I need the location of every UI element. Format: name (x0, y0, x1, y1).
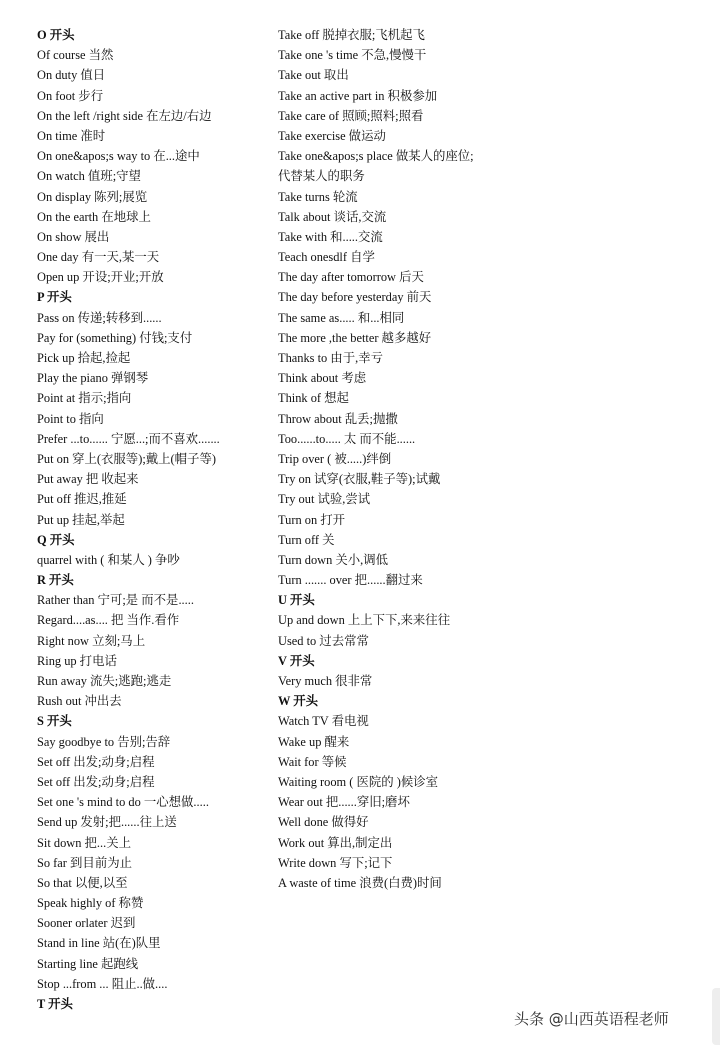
phrase-entry: The day after tomorrow 后天 (278, 270, 424, 285)
phrase-entry: Take off 脱掉衣服;飞机起飞 (278, 28, 425, 42)
phrase-entry: Pay for (something) 付钱;支付 (37, 330, 193, 345)
phrase-entry: Put up 挂起,举起 (37, 512, 125, 527)
section-heading: S 开头 (37, 714, 72, 729)
phrase-entry: On foot 步行 (37, 88, 104, 103)
phrase-entry: Well done 做得好 (278, 815, 369, 830)
phrase-entry: Turn on 打开 (278, 512, 346, 527)
phrase-entry: Think about 考虑 (278, 371, 367, 386)
section-heading: U 开头 (278, 593, 315, 608)
phrase-entry: Try on 试穿(衣服,鞋子等);试戴 (278, 472, 441, 487)
phrase-entry: Trip over ( 被.....)绊倒 (278, 451, 392, 466)
phrase-entry: Stand in line 站(在)队里 (37, 936, 161, 951)
phrase-entry: Take one 's time 不急,慢慢干 (278, 48, 427, 63)
phrase-entry: Turn down 关小,调低 (278, 552, 389, 567)
phrase-entry: Turn off 关 (278, 532, 335, 547)
section-heading: P 开头 (37, 290, 72, 305)
phrase-entry: Write down 写下;记下 (278, 855, 393, 870)
phrase-entry: Put away 把 收起来 (37, 472, 139, 487)
phrase-entry: Teach onesdlf 自学 (278, 250, 375, 265)
phrase-entry: On watch 值班;守望 (37, 169, 141, 184)
phrase-entry: Starting line 起跑线 (37, 956, 139, 971)
phrase-entry: Point at 指示;指向 (37, 391, 132, 406)
phrase-entry: Up and down 上上下下,来来往往 (278, 613, 451, 628)
phrase-entry: Set off 出发;动身;启程 (37, 754, 155, 769)
phrase-entry: Take turns 轮流 (278, 189, 358, 204)
phrase-entry: Set one 's mind to do 一心想做..... (37, 795, 209, 810)
section-heading: W 开头 (278, 694, 319, 709)
phrase-entry: On the earth 在地球上 (37, 209, 151, 224)
phrase-entry: The more ,the better 越多越好 (278, 330, 432, 345)
phrase-entry: Set off 出发;动身;启程 (37, 774, 155, 789)
section-heading: V 开头 (278, 653, 315, 668)
phrase-entry: Say goodbye to 告别;告辞 (37, 734, 171, 749)
phrase-entry: On duty 值日 (37, 68, 106, 83)
left-column (37, 25, 269, 1014)
phrase-entry: Take one&apos;s place 做某人的座位;代替某人的职务 (278, 149, 474, 184)
phrase-entry: Right now 立刻;马上 (37, 633, 146, 648)
phrase-entry: Sooner orlater 迟到 (37, 916, 136, 931)
phrase-entry: Ring up 打电话 (37, 653, 117, 668)
phrase-entry: On time 准时 (37, 128, 106, 143)
phrase-entry: Wake up 醒来 (278, 734, 350, 749)
phrase-entry: So that 以便,以至 (37, 875, 128, 890)
phrase-entry: Take exercise 做运动 (278, 128, 386, 143)
phrase-entry: Think of 想起 (278, 391, 349, 406)
phrase-entry: On the left /right side 在左边/右边 (37, 108, 212, 123)
section-heading: T 开头 (37, 997, 73, 1012)
phrase-entry: Regard....as.... 把 当作.看作 (37, 613, 180, 628)
phrase-entry: On show 展出 (37, 229, 110, 244)
phrase-entry: Throw about 乱丢;抛撒 (278, 411, 398, 426)
phrase-entry: Waiting room ( 医院的 )候诊室 (278, 774, 439, 789)
phrase-entry: One day 有一天,某一天 (37, 250, 160, 265)
phrase-entry: Put on 穿上(衣服等);戴上(帽子等) (37, 451, 216, 466)
phrase-entry: Send up 发射;把......往上送 (37, 815, 177, 830)
phrase-entry: Work out 算出,制定出 (278, 835, 393, 850)
phrase-entry: On one&apos;s way to 在...途中 (37, 149, 200, 164)
phrase-entry: Take care of 照顾;照料;照看 (278, 108, 424, 123)
phrase-entry: Put off 推迟,推延 (37, 492, 127, 507)
phrase-entry: The same as..... 和...相同 (278, 310, 405, 325)
phrase-entry: Too......to..... 太 而不能...... (278, 431, 416, 446)
phrase-entry: Prefer ...to...... 宁愿...;而不喜欢....... (37, 431, 220, 446)
phrase-entry: Play the piano 弹钢琴 (37, 371, 149, 386)
phrase-entry: A waste of time 浪费(白费)时间 (278, 875, 442, 890)
phrase-entry: Run away 流失;逃跑;逃走 (37, 674, 172, 689)
phrase-entry: Open up 开设;开业;开放 (37, 270, 164, 285)
section-heading: O 开头 (37, 28, 75, 42)
phrase-entry: Speak highly of 称赞 (37, 896, 144, 911)
phrase-entry: Talk about 谈话,交流 (278, 209, 387, 224)
phrase-entry: Try out 试验,尝试 (278, 492, 371, 507)
phrase-entry: Wait for 等候 (278, 754, 347, 769)
phrase-entry: Watch TV 看电视 (278, 714, 369, 729)
right-column (278, 25, 483, 893)
phrase-entry: Of course 当然 (37, 48, 114, 63)
phrase-entry: Used to 过去常常 (278, 633, 369, 648)
phrase-entry: Take with 和.....交流 (278, 229, 383, 244)
phrase-entry: quarrel with ( 和某人 ) 争吵 (37, 552, 180, 567)
phrase-entry: Wear out 把......穿旧;磨坏 (278, 795, 410, 810)
phrase-entry: Sit down 把...关上 (37, 835, 131, 850)
phrase-entry: Rather than 宁可;是 而不是..... (37, 593, 194, 608)
phrase-entry: Pick up 拾起,捡起 (37, 351, 131, 365)
watermark: 头条 @山西英语程老师 (514, 1010, 669, 1028)
phrase-entry: The day before yesterday 前天 (278, 290, 432, 305)
phrase-entry: Very much 很非常 (278, 674, 373, 689)
section-heading: R 开头 (37, 573, 74, 588)
phrase-entry: Turn ....... over 把......翻过来 (278, 573, 423, 588)
scrollbar[interactable] (712, 988, 720, 1045)
phrase-entry: Take out 取出 (278, 68, 349, 83)
phrase-entry: So far 到目前为止 (37, 855, 132, 870)
phrase-entry: Pass on 传递;转移到...... (37, 310, 162, 325)
phrase-entry: Rush out 冲出去 (37, 694, 122, 709)
phrase-entry: Point to 指向 (37, 411, 104, 426)
phrase-entry: Take an active part in 积极参加 (278, 88, 438, 103)
phrase-entry: Thanks to 由于,幸亏 (278, 351, 383, 366)
phrase-entry: On display 陈列;展览 (37, 189, 148, 204)
section-heading: Q 开头 (37, 532, 75, 547)
phrase-entry: Stop ...from ... 阻止..做.... (37, 976, 168, 991)
